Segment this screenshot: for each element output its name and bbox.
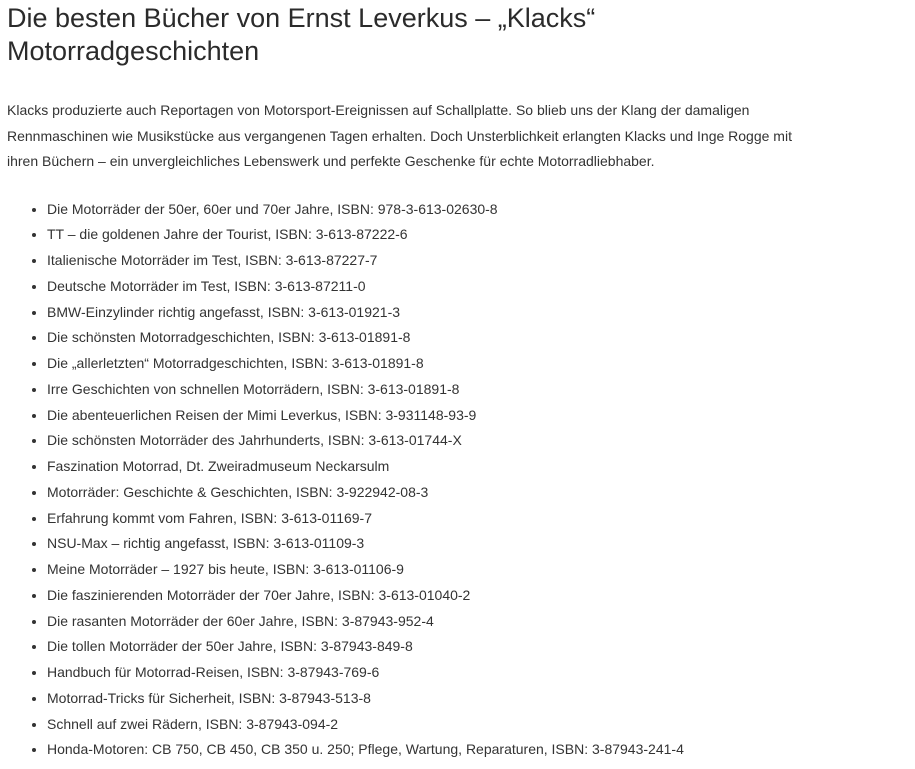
list-item: • Erfahrung kommt vom Fahren, ISBN: 3-613-01169-7: [47, 506, 915, 532]
list-item: • Die tollen Motorräder der 50er Jahre, ISBN: 3-87943-849-8: [47, 634, 915, 660]
list-item: • TT – die goldenen Jahre der Tourist, ISBN: 3-613-87222-6: [47, 222, 915, 248]
list-item: • Meine Motorräder – 1927 bis heute, ISBN: 3-613-01106-9: [47, 557, 915, 583]
list-item: • Die schönsten Motorräder des Jahrhunderts, ISBN: 3-613-01744-X: [47, 428, 915, 454]
list-item: • Irre Geschichten von schnellen Motorrädern, ISBN: 3-613-01891-8: [47, 377, 915, 403]
book-list: [7, 197, 915, 764]
list-item: • Motorrad-Tricks für Sicherheit, ISBN: 3-87943-513-8: [47, 686, 915, 712]
list-item: • Die Motorräder der 50er, 60er und 70er Jahre, ISBN: 978-3-613-02630-8: [47, 197, 915, 223]
list-item: • NSU-Max – richtig angefasst, ISBN: 3-613-01109-3: [47, 531, 915, 557]
intro-paragraph: Klacks produzierte auch Reportagen von Motorsport-Ereignissen auf Schallplatte. So blieb uns der Klang der damaligen Rennmaschinen wie Musikstücke aus vergangenen Tagen erhalten. Doch Unsterblichkeit erlangten Klacks und Inge Rogge mit ihren Büchern – ein unvergleichliches Lebenswerk und perfekte Geschenke für echte Motorradliebhaber.: [7, 102, 792, 169]
list-item: • Honda-Motoren: CB 750, CB 450, CB 350 u. 250; Pflege, Wartung, Reparaturen, ISBN: 3-87943-241-4: [47, 737, 915, 763]
list-item: • Faszination Motorrad, Dt. Zweiradmuseum Neckarsulm: [47, 454, 915, 480]
list-item: • BMW-Einzylinder richtig angefasst, ISBN: 3-613-01921-3: [47, 300, 915, 326]
list-item: • Motorräder: Geschichte & Geschichten, ISBN: 3-922942-08-3: [47, 480, 915, 506]
list-item: • Die schönsten Motorradgeschichten, ISBN: 3-613-01891-8: [47, 325, 915, 351]
list-item: • Die rasanten Motorräder der 60er Jahre, ISBN: 3-87943-952-4: [47, 609, 915, 635]
list-item: • Die „allerletzten“ Motorradgeschichten, ISBN: 3-613-01891-8: [47, 351, 915, 377]
list-item: • Die faszinierenden Motorräder der 70er Jahre, ISBN: 3-613-01040-2: [47, 583, 915, 609]
list-item: • Schnell auf zwei Rädern, ISBN: 3-87943-094-2: [47, 712, 915, 738]
list-item: • Deutsche Motorräder im Test, ISBN: 3-613-87211-0: [47, 274, 915, 300]
list-item: • Handbuch für Motorrad-Reisen, ISBN: 3-87943-769-6: [47, 660, 915, 686]
list-item: • Italienische Motorräder im Test, ISBN: 3-613-87227-7: [47, 248, 915, 274]
list-item: • Die abenteuerlichen Reisen der Mimi Leverkus, ISBN: 3-931148-93-9: [47, 403, 915, 429]
page-title: Die besten Bücher von Ernst Leverkus – „Klacks“ Motorradgeschichten: [7, 3, 596, 66]
